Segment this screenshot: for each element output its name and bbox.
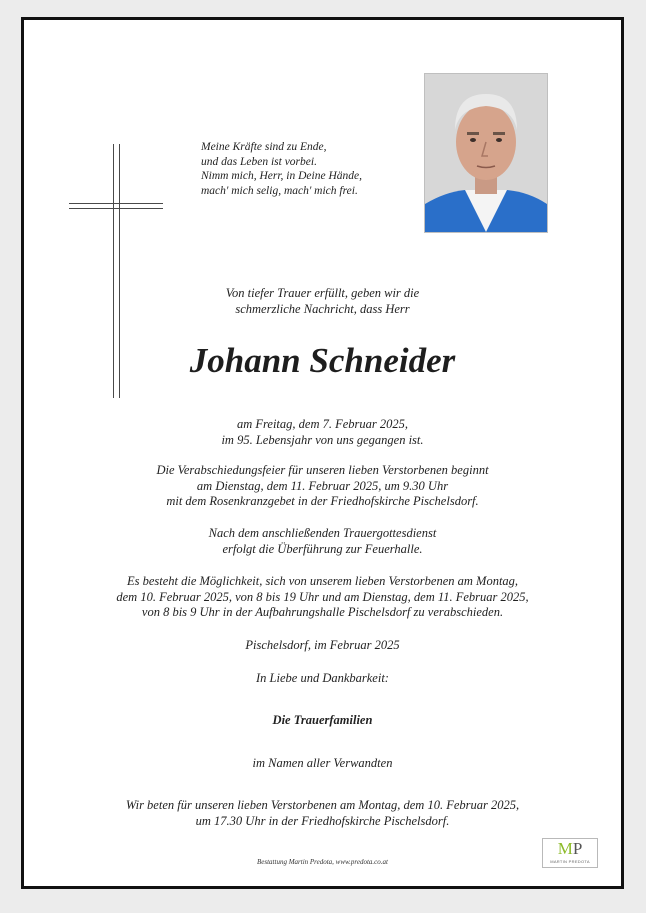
cross-icon-beam	[69, 203, 163, 204]
prayer-line: um 17.30 Uhr in der Friedhofskirche Pischelsdorf.	[195, 813, 450, 828]
logo-letter-m: M	[557, 839, 573, 858]
funeral-home-credit: Bestattung Martin Predota, www.predota.co.at	[257, 858, 388, 866]
farewell-line: Die Verabschiedungsfeier für unseren lieben Verstorbenen beginnt	[156, 463, 489, 477]
viewing-line: Es besteht die Möglichkeit, sich von unserem lieben Verstorbenen am Montag,	[126, 574, 519, 588]
verse-line: Meine Kräfte sind zu Ende,	[201, 141, 327, 153]
logo-letter-p: P	[572, 839, 583, 858]
verse-line: Nimm mich, Herr, in Deine Hände,	[201, 170, 362, 182]
transfer-line: Nach dem anschließenden Trauergottesdienst	[208, 526, 437, 540]
cross-icon-beam-2	[69, 208, 163, 209]
memorial-verse	[201, 140, 411, 198]
funeral-home-logo	[542, 838, 598, 868]
transfer-notice	[24, 526, 621, 557]
viewing-line: von 8 bis 9 Uhr in der Aufbahrungshalle Pischelsdorf zu verabschieden.	[141, 605, 504, 619]
obituary-page	[21, 17, 624, 889]
love-thanks: In Liebe und Dankbarkeit:	[256, 671, 389, 685]
relatives-line: im Namen aller Verwandten	[252, 756, 393, 770]
portrait-photo	[424, 73, 548, 233]
verse-line: mach' mich selig, mach' mich frei.	[201, 184, 358, 197]
verse-line: und das Leben ist vorbei.	[201, 155, 317, 168]
viewing-line: dem 10. Februar 2025, von 8 bis 19 Uhr und am Dienstag, dem 11. Februar 2025,	[116, 589, 529, 604]
intro-text	[24, 286, 621, 317]
intro-line: Von tiefer Trauer erfüllt, geben wir die	[225, 286, 420, 300]
death-notice	[24, 417, 621, 448]
death-line: im 95. Lebensjahr von uns gegangen ist.	[221, 432, 424, 447]
place-date: Pischelsdorf, im Februar 2025	[245, 638, 400, 652]
intro-line: schmerzliche Nachricht, dass Herr	[235, 301, 410, 316]
transfer-line: erfolgt die Überführung zur Feuerhalle.	[222, 541, 423, 556]
farewell-line: am Dienstag, dem 11. Februar 2025, um 9.30 Uhr	[196, 478, 449, 493]
farewell-ceremony	[24, 463, 621, 510]
family-signature: Die Trauerfamilien	[272, 713, 373, 727]
prayer-notice	[24, 798, 621, 829]
farewell-line: mit dem Rosenkranzgebet in der Friedhofskirche Pischelsdorf.	[166, 494, 479, 508]
death-line: am Freitag, dem 7. Februar 2025,	[236, 417, 409, 431]
prayer-line: Wir beten für unseren lieben Verstorbenen am Montag, dem 10. Februar 2025,	[125, 798, 520, 812]
logo-monogram	[543, 840, 597, 858]
logo-subtitle: MARTIN PREDOTA	[550, 859, 590, 864]
portrait-image	[425, 74, 547, 232]
deceased-name: Johann Schneider	[189, 341, 456, 380]
viewing-notice	[24, 574, 621, 621]
